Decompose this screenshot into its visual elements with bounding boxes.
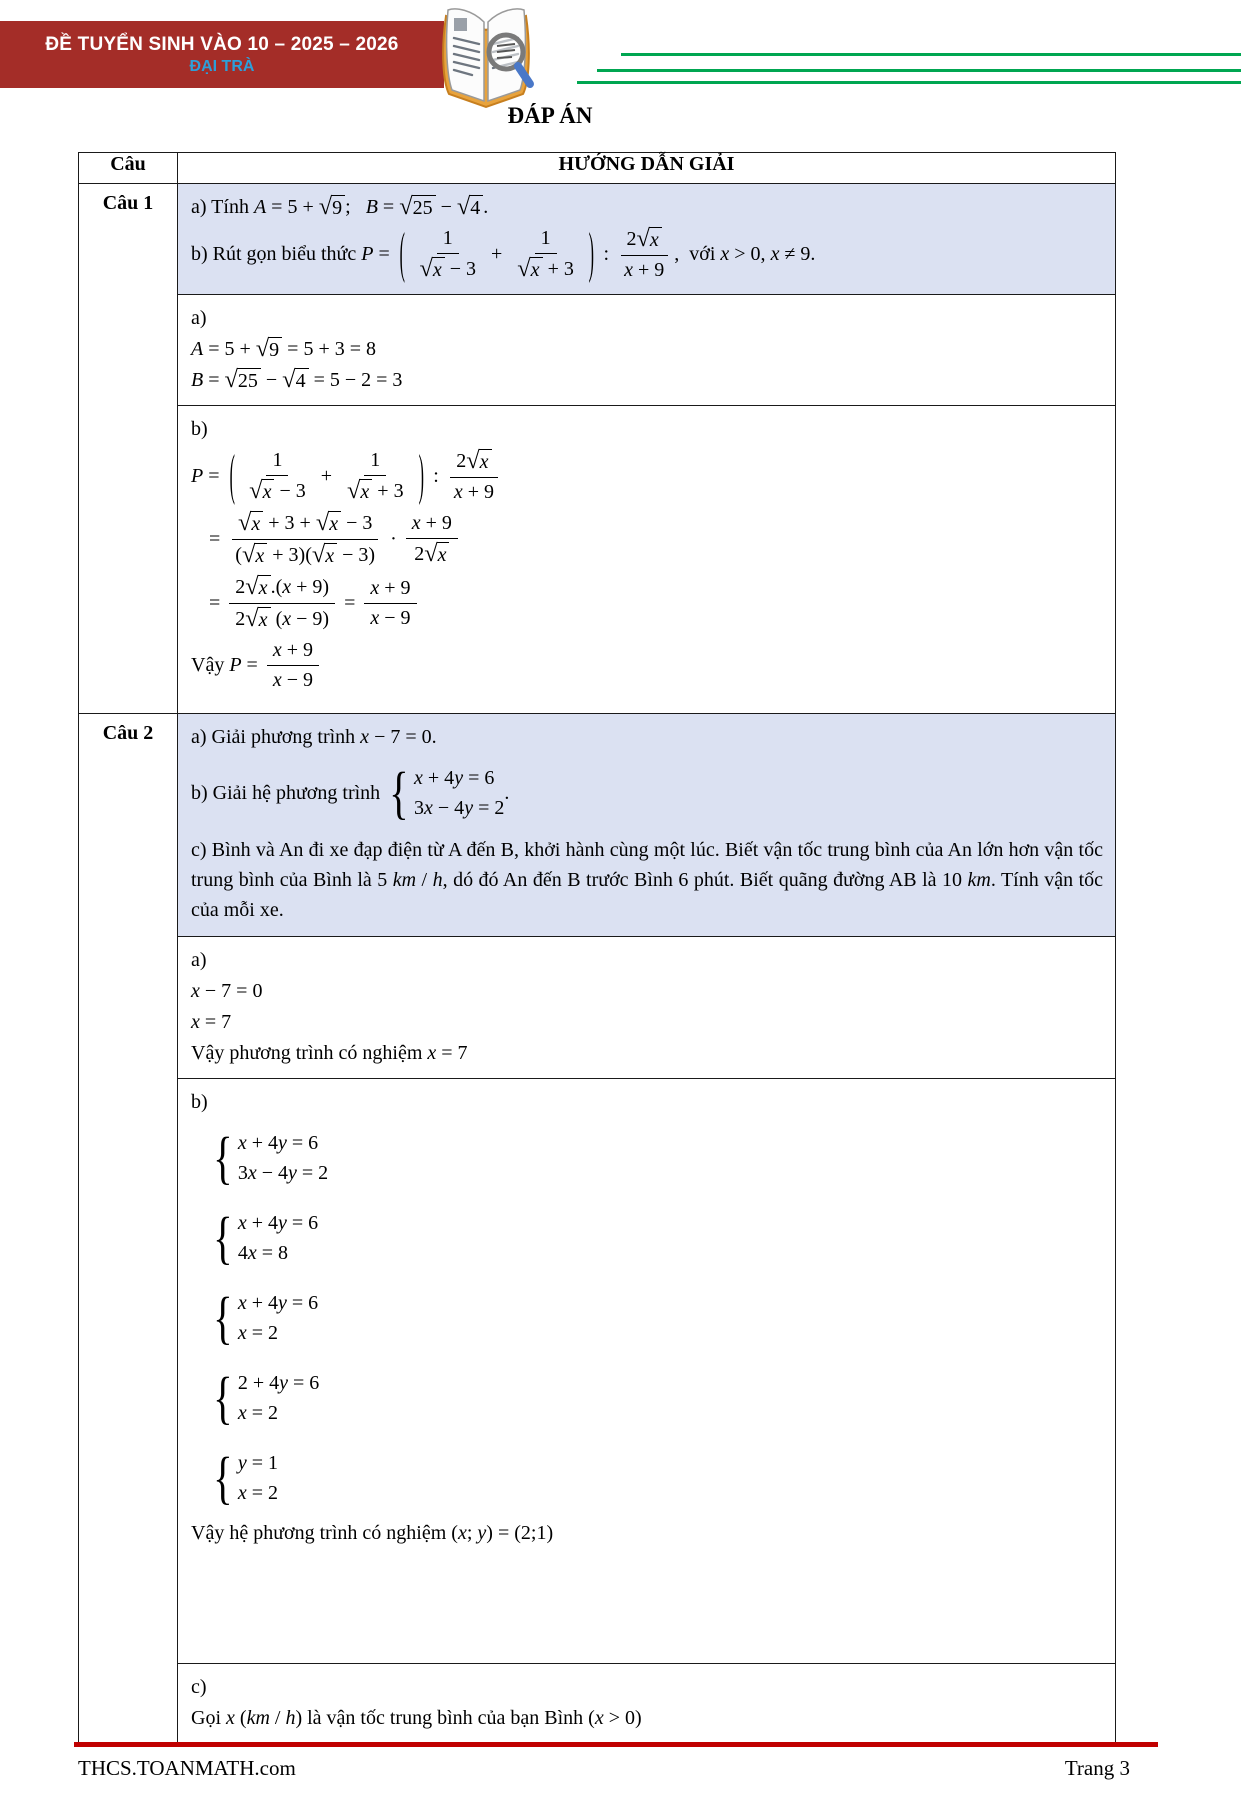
column-header-cau: Câu [79, 153, 178, 184]
content-line [191, 946, 1103, 975]
green-rule-2 [597, 69, 1241, 72]
answer-row [79, 1664, 1116, 1744]
math-segment: x − 7 = 0. [360, 726, 437, 748]
content-line [191, 415, 1103, 444]
solution-cell [178, 295, 1116, 406]
answer-row [79, 1079, 1116, 1664]
math-segment: x − 7 = 0 [191, 980, 263, 1002]
answer-row [79, 295, 1116, 406]
text-segment: c) [191, 1676, 207, 1698]
question-label: Câu 1 [79, 184, 178, 714]
content-line [191, 304, 1103, 333]
solution-cell [178, 406, 1116, 714]
math-segment: (x; y) = (2;1) [451, 1522, 554, 1544]
content-line [191, 572, 1103, 634]
content-line [191, 636, 1103, 694]
math-segment: { x + 4y = 6 3x − 4y = 2 . [389, 760, 510, 826]
text-segment: Vậy [191, 653, 230, 676]
footer-page-number: Trang 3 [1064, 1756, 1130, 1780]
answer-content [78, 152, 1130, 1811]
solution-block [178, 295, 1115, 405]
content-line [191, 1088, 1103, 1117]
math-segment: A = 5 + √ 9 ; B = √ 25 − √ 4 . [253, 193, 489, 220]
text-segment: a) [191, 949, 207, 971]
content-line [191, 1359, 1103, 1437]
answer-row [79, 714, 1116, 937]
solution-block [178, 406, 1115, 713]
document-header [0, 0, 1241, 152]
math-segment: { x + 4y = 6 x = 2 [213, 1285, 319, 1351]
text-segment: dó đó An đến B trước Bình 6 phút. Biết quãng đường AB là [447, 869, 943, 891]
content-line [191, 366, 1103, 395]
content-line [191, 1008, 1103, 1037]
column-header-huong-dan-giai: HƯỚNG DẪN GIẢI [178, 153, 1116, 184]
content-line [191, 1673, 1103, 1702]
solution-block [178, 937, 1115, 1078]
math-segment: { y = 1 x = 2 [213, 1445, 279, 1511]
content-line [191, 1439, 1103, 1517]
math-segment: P = ( 1 √ x − 3 + 1 √ x + 3 ) : 2 √ x x + 9 , [361, 223, 690, 285]
text-segment: b) [191, 1091, 208, 1113]
content-line [191, 1199, 1103, 1277]
answer-row [79, 937, 1116, 1079]
solution-cell [178, 937, 1116, 1079]
solution-block [178, 1079, 1115, 1663]
content-line [191, 977, 1103, 1006]
table-header-row [79, 153, 1116, 184]
content-line [191, 224, 1103, 284]
answer-table [78, 152, 1116, 1744]
book-search-icon [434, 0, 538, 114]
content-line [191, 1704, 1103, 1733]
content-line [191, 1519, 1103, 1548]
text-segment: c) Bình và An đi xe đạp điện từ A đến B, khởi hành cùng một lúc. Biết vận tốc trung bình của An lớn hơn vận tốc trung bình của Bình là [191, 839, 1108, 891]
solution-cell [178, 714, 1116, 937]
text-segment: b) Rút gọn biểu thức [191, 242, 362, 265]
banner-title: ĐỀ TUYỂN SINH VÀO 10 – 2025 – 2026 [45, 33, 399, 55]
content-line [191, 193, 1103, 222]
math-segment: A = 5 + √ 9 = 5 + 3 = 8 [191, 335, 377, 362]
solution-cell [178, 1079, 1116, 1664]
math-segment: = 2 √ x .(x + 9) 2 √ x (x − 9) = $\frac{x + 9}{x - 9}$ [209, 572, 421, 634]
text-segment: Vậy hệ phương trình có nghiệm [191, 1522, 452, 1544]
page-footer [78, 1756, 1130, 1811]
text-segment: b) Giải hệ phương trình [191, 781, 386, 804]
content-line [191, 508, 1103, 570]
text-segment: Tính vận tốc của mỗi xe. [191, 869, 1109, 921]
math-segment: { 2 + 4y = 6 x = 2 [213, 1365, 320, 1431]
math-segment: = √ x + 3 + √ x − 3 ( √ x + 3 ) ( √ x − 3 ) · x + 9 2 √ x [209, 508, 462, 570]
text-segment: Vậy phương trình có nghiệm [191, 1042, 428, 1064]
content-line [191, 723, 1103, 752]
math-segment: x > 0, x ≠ 9. [720, 242, 816, 265]
text-segment: a) Tính [191, 196, 254, 218]
math-segment: 10 km. [942, 869, 996, 891]
content-line [191, 754, 1103, 832]
banner-subtitle: ĐẠI TRÀ [189, 57, 255, 75]
text-segment: a) Giải phương trình [191, 726, 361, 748]
math-segment: x (km / h) [226, 1707, 303, 1729]
content-line [191, 1279, 1103, 1357]
content-line [191, 1119, 1103, 1197]
content-line [191, 835, 1109, 925]
solution-cell [178, 184, 1116, 295]
math-segment: x = 7 [427, 1042, 468, 1064]
text-segment: a) [191, 307, 207, 329]
math-segment: { x + 4y = 6 4x = 8 [213, 1205, 319, 1271]
text-segment: Gọi [191, 1707, 226, 1729]
exam-banner [0, 21, 444, 88]
question-label: Câu 2 [79, 714, 178, 1744]
green-rule-1 [621, 53, 1241, 56]
answer-row [79, 406, 1116, 714]
math-segment: 5 km / h, [377, 869, 448, 891]
footer-site: THCS.TOANMATH.com [78, 1756, 296, 1780]
math-segment: x = 7 [191, 1011, 232, 1033]
solution-cell [178, 1664, 1116, 1744]
solution-block [178, 1664, 1115, 1743]
math-segment: P = $\frac{x + 9}{x - 9}$ [229, 636, 323, 694]
green-rule-3 [577, 81, 1241, 84]
content-line [191, 335, 1103, 364]
math-segment: { x + 4y = 6 3x − 4y = 2 [213, 1125, 329, 1191]
problem-block [178, 714, 1115, 936]
problem-block [178, 184, 1115, 294]
math-segment: (x > 0) [588, 1707, 642, 1729]
answer-row [79, 184, 1116, 295]
text-segment: b) [191, 418, 208, 440]
math-segment: P = ( 1 √ x − 3 + 1 √ x + 3 ) : 2 √ x x + 9 [191, 446, 504, 506]
content-line [191, 1039, 1103, 1068]
math-segment: B = √ 25 − √ 4 = 5 − 2 = 3 [191, 366, 403, 393]
text-segment: với [689, 242, 721, 265]
page-title: ĐÁP ÁN [507, 103, 593, 128]
text-segment: là vận tốc trung bình của bạn Bình [302, 1707, 589, 1729]
content-line [191, 446, 1103, 506]
footer-rule [74, 1742, 1158, 1747]
